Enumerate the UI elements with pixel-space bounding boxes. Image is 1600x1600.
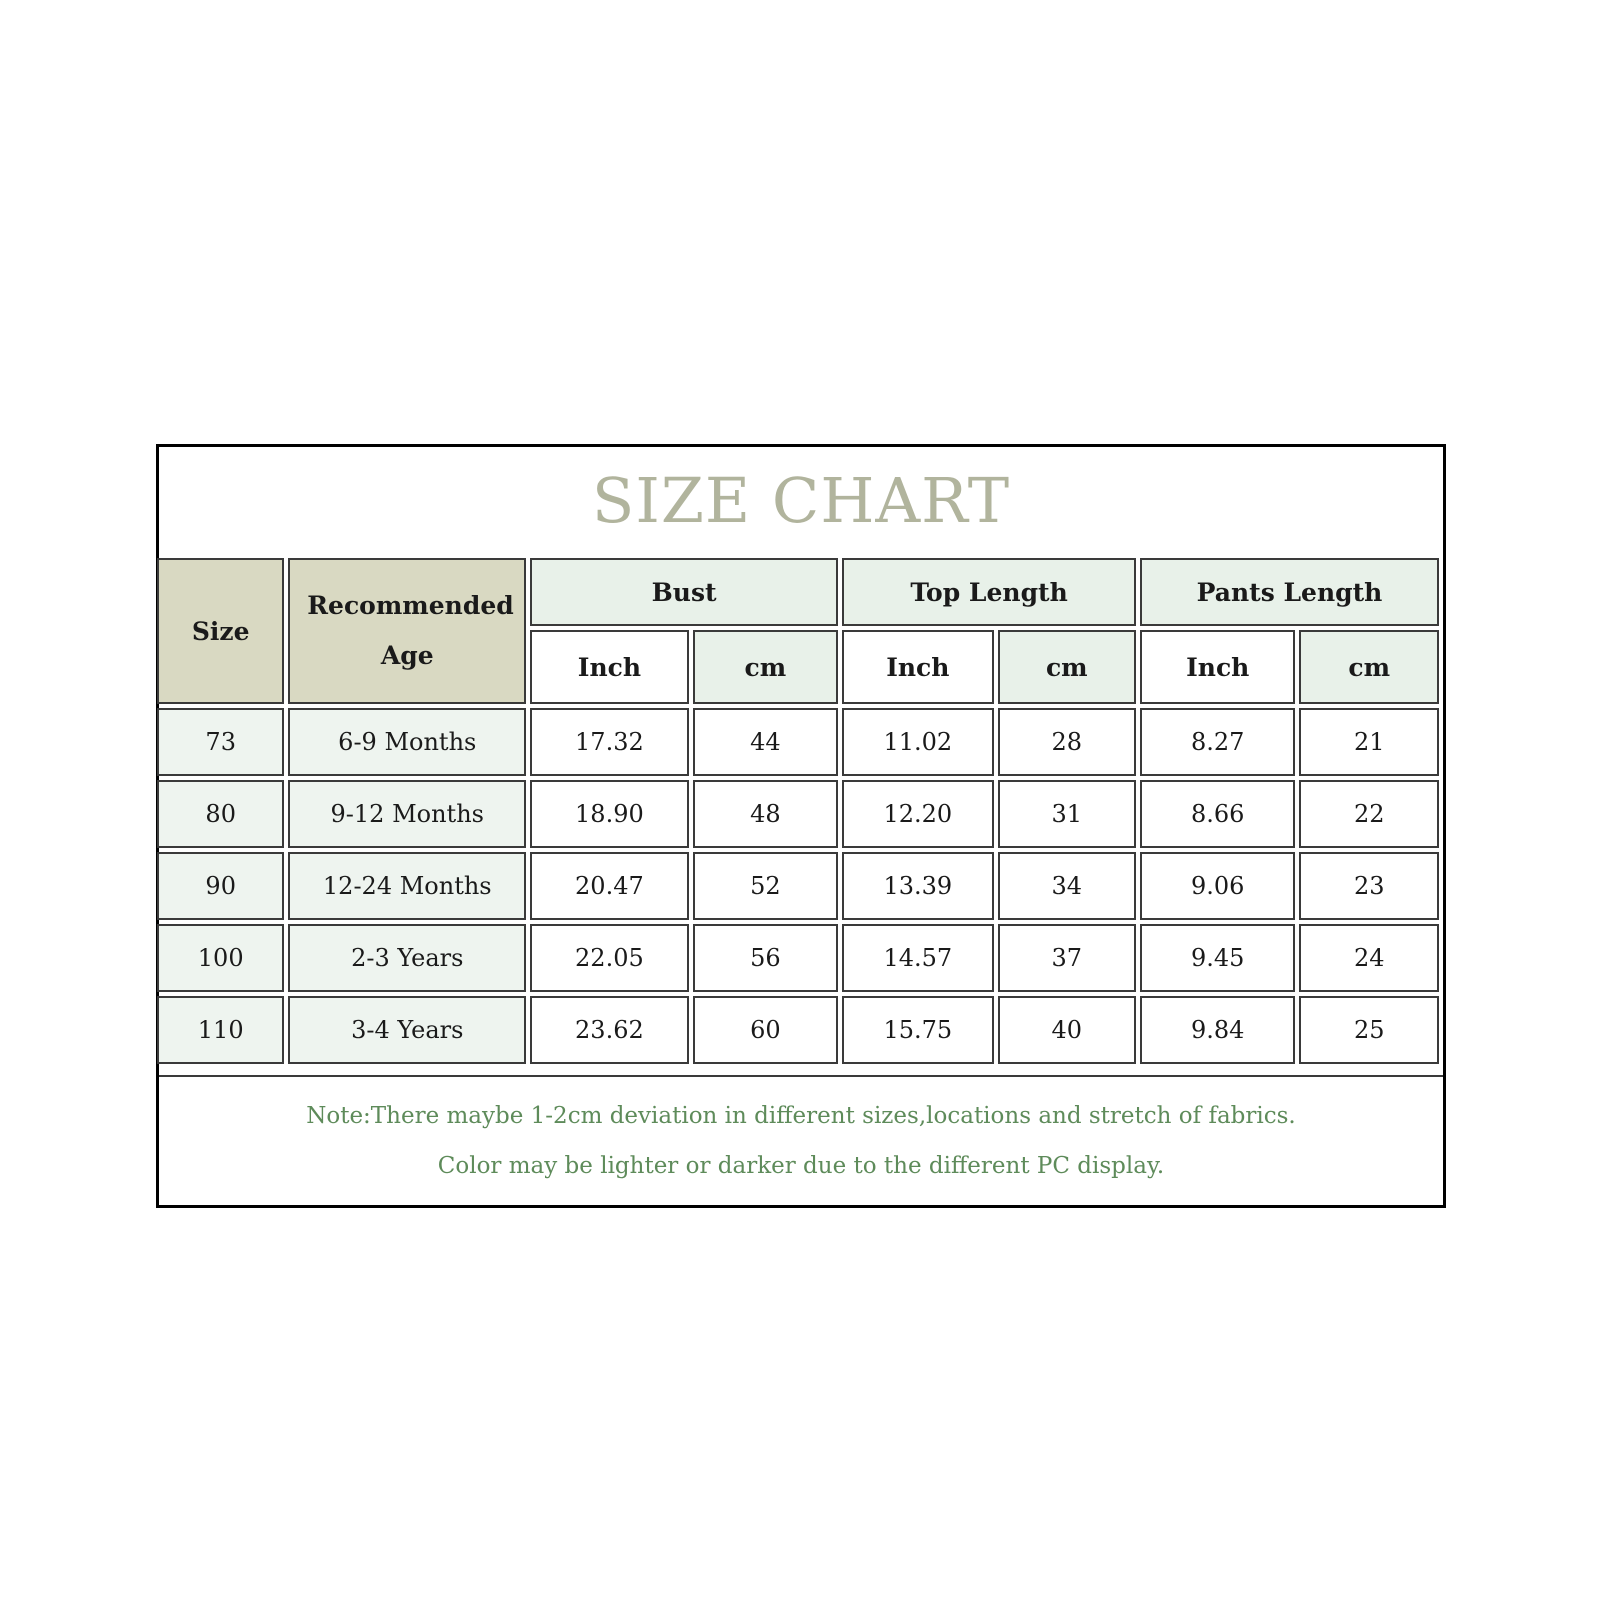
cell-top-inch: 14.57 bbox=[842, 924, 993, 992]
cell-age: 2-3 Years bbox=[288, 924, 526, 992]
header-pants-length: Pants Length bbox=[1140, 558, 1439, 626]
cell-bust-cm: 48 bbox=[693, 780, 838, 848]
notes-area bbox=[159, 1075, 1443, 1205]
size-table bbox=[153, 554, 1443, 1068]
cell-top-inch: 12.20 bbox=[842, 780, 993, 848]
cell-bust-inch: 23.62 bbox=[530, 996, 689, 1064]
cell-top-inch: 13.39 bbox=[842, 852, 993, 920]
cell-age: 9-12 Months bbox=[288, 780, 526, 848]
chart-title: SIZE CHART bbox=[591, 464, 1011, 537]
cell-size: 100 bbox=[157, 924, 284, 992]
header-bust-inch: Inch bbox=[530, 630, 689, 704]
cell-bust-cm: 60 bbox=[693, 996, 838, 1064]
cell-size: 80 bbox=[157, 780, 284, 848]
cell-top-cm: 37 bbox=[998, 924, 1136, 992]
table-row bbox=[157, 780, 1439, 848]
cell-age: 12-24 Months bbox=[288, 852, 526, 920]
header-top-inch: Inch bbox=[842, 630, 993, 704]
header-recommended-age bbox=[288, 558, 526, 704]
cell-top-inch: 15.75 bbox=[842, 996, 993, 1064]
table-row bbox=[157, 708, 1439, 776]
header-bust: Bust bbox=[530, 558, 838, 626]
header-age-label: Recommended Age bbox=[307, 591, 514, 670]
cell-top-cm: 28 bbox=[998, 708, 1136, 776]
header-pants-cm: cm bbox=[1299, 630, 1439, 704]
cell-pants-inch: 8.27 bbox=[1140, 708, 1295, 776]
cell-pants-cm: 21 bbox=[1299, 708, 1439, 776]
cell-top-cm: 31 bbox=[998, 780, 1136, 848]
table-row bbox=[157, 852, 1439, 920]
cell-size: 110 bbox=[157, 996, 284, 1064]
cell-pants-cm: 23 bbox=[1299, 852, 1439, 920]
header-size: Size bbox=[157, 558, 284, 704]
table-row bbox=[157, 996, 1439, 1064]
table-row bbox=[157, 924, 1439, 992]
cell-bust-cm: 52 bbox=[693, 852, 838, 920]
cell-top-inch: 11.02 bbox=[842, 708, 993, 776]
cell-pants-inch: 9.45 bbox=[1140, 924, 1295, 992]
header-bust-cm: cm bbox=[693, 630, 838, 704]
header-top-length: Top Length bbox=[842, 558, 1136, 626]
cell-pants-inch: 9.84 bbox=[1140, 996, 1295, 1064]
cell-bust-cm: 56 bbox=[693, 924, 838, 992]
cell-size: 73 bbox=[157, 708, 284, 776]
header-top-cm: cm bbox=[998, 630, 1136, 704]
cell-top-cm: 34 bbox=[998, 852, 1136, 920]
note-color: Color may be lighter or darker due to the different PC display. bbox=[437, 1153, 1165, 1179]
cell-bust-cm: 44 bbox=[693, 708, 838, 776]
header-row-1 bbox=[157, 558, 1439, 626]
cell-pants-inch: 8.66 bbox=[1140, 780, 1295, 848]
header-pants-inch: Inch bbox=[1140, 630, 1295, 704]
cell-bust-inch: 22.05 bbox=[530, 924, 689, 992]
title-area bbox=[159, 447, 1443, 554]
cell-bust-inch: 18.90 bbox=[530, 780, 689, 848]
cell-size: 90 bbox=[157, 852, 284, 920]
cell-pants-cm: 22 bbox=[1299, 780, 1439, 848]
cell-age: 6-9 Months bbox=[288, 708, 526, 776]
note-deviation: Note:There maybe 1-2cm deviation in different sizes,locations and stretch of fabrics. bbox=[306, 1103, 1296, 1129]
cell-age: 3-4 Years bbox=[288, 996, 526, 1064]
cell-top-cm: 40 bbox=[998, 996, 1136, 1064]
cell-bust-inch: 17.32 bbox=[530, 708, 689, 776]
size-chart bbox=[156, 444, 1446, 1208]
cell-pants-inch: 9.06 bbox=[1140, 852, 1295, 920]
cell-pants-cm: 25 bbox=[1299, 996, 1439, 1064]
cell-bust-inch: 20.47 bbox=[530, 852, 689, 920]
cell-pants-cm: 24 bbox=[1299, 924, 1439, 992]
